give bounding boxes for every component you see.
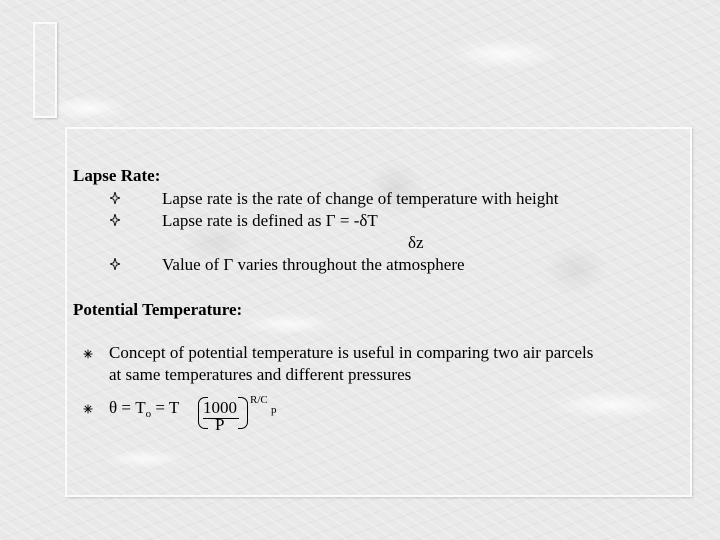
four-point-star-icon [110, 192, 120, 204]
formula-lhs [109, 398, 179, 424]
potential-bullet-line-2: at same temperatures and different pressures [109, 365, 412, 384]
four-point-star-icon [110, 258, 120, 270]
lapse-bullet-1: Lapse rate is the rate of change of temperature with height [162, 189, 559, 208]
formula-exponent-subscript: p [271, 404, 277, 416]
four-point-star-icon [110, 214, 120, 226]
potential-temperature-heading: Potential Temperature: [73, 300, 243, 319]
formula-equals-t: = T [151, 398, 180, 417]
formula-denominator: P [215, 415, 225, 434]
lapse-denominator: δz [408, 233, 424, 252]
potential-bullet-line-1: Concept of potential temperature is useful in comparing two air parcels [109, 343, 594, 362]
formula-subscript-o: o [145, 408, 152, 420]
lapse-rate-heading: Lapse Rate: [73, 166, 161, 185]
right-parenthesis [238, 397, 248, 429]
formula-theta-equals-t: θ = T [109, 398, 146, 417]
decorative-frame-vertical [33, 22, 57, 118]
formula-exponent: R/C [250, 394, 268, 406]
asterisk-icon [83, 404, 93, 414]
formula-numerator: 1000 [203, 398, 237, 417]
lapse-bullet-2: Lapse rate is defined as Γ = -δT [162, 211, 378, 230]
lapse-bullet-3: Value of Γ varies throughout the atmosphere [162, 255, 465, 274]
asterisk-icon [83, 349, 93, 359]
